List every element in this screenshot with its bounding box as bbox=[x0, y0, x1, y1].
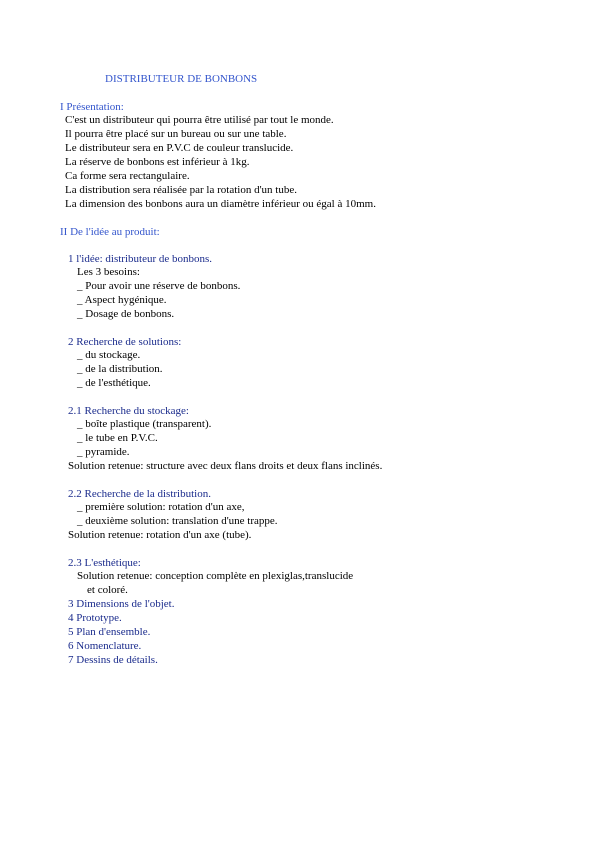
presentation-line: C'est un distributeur qui pourra être utilisé par tout le monde. bbox=[65, 114, 334, 126]
list-item: _ le tube en P.V.C. bbox=[77, 432, 158, 444]
distribution-heading: 2.2 Recherche de la distribution. bbox=[68, 488, 211, 500]
outline-item: 6 Nomenclature. bbox=[68, 640, 142, 652]
outline-item: 7 Dessins de détails. bbox=[68, 654, 158, 666]
presentation-line: La distribution sera réalisée par la rotation d'un tube. bbox=[65, 184, 297, 196]
list-item: _ boîte plastique (transparent). bbox=[77, 418, 212, 430]
aesthetic-solution: Solution retenue: conception complète en plexiglas,translucide bbox=[77, 570, 354, 582]
idea-heading: 1 l'idée: distributeur de bonbons. bbox=[68, 253, 213, 265]
needs-intro: Les 3 besoins: bbox=[77, 266, 140, 278]
storage-solution: Solution retenue: structure avec deux flans droits et deux flans inclinés. bbox=[68, 460, 383, 472]
presentation-line: Le distributeur sera en P.V.C de couleur translucide. bbox=[65, 142, 294, 154]
list-item: _ première solution: rotation d'un axe, bbox=[77, 501, 245, 513]
list-item: _ Pour avoir une réserve de bonbons. bbox=[77, 280, 241, 292]
aesthetic-heading: 2.3 L'esthétique: bbox=[68, 557, 141, 569]
list-item: _ Aspect hygénique. bbox=[77, 294, 167, 306]
list-item: _ de l'esthétique. bbox=[77, 377, 151, 389]
outline-item: 4 Prototype. bbox=[68, 612, 122, 624]
section-1-heading: I Présentation: bbox=[60, 101, 124, 113]
outline-item: 5 Plan d'ensemble. bbox=[68, 626, 151, 638]
presentation-line: Il pourra être placé sur un bureau ou sur une table. bbox=[65, 128, 287, 140]
document-title: DISTRIBUTEUR DE BONBONS bbox=[105, 73, 258, 85]
section-2-heading: II De l'idée au produit: bbox=[60, 226, 160, 238]
list-item: _ de la distribution. bbox=[77, 363, 163, 375]
list-item: _ du stockage. bbox=[77, 349, 141, 361]
outline-item: 3 Dimensions de l'objet. bbox=[68, 598, 175, 610]
list-item: _ deuxième solution: translation d'une trappe. bbox=[77, 515, 278, 527]
presentation-line: Ca forme sera rectangulaire. bbox=[65, 170, 190, 182]
solutions-heading: 2 Recherche de solutions: bbox=[68, 336, 182, 348]
list-item: _ pyramide. bbox=[77, 446, 130, 458]
list-item: _ Dosage de bonbons. bbox=[77, 308, 175, 320]
aesthetic-solution-continued: et coloré. bbox=[87, 584, 128, 596]
distribution-solution: Solution retenue: rotation d'un axe (tube). bbox=[68, 529, 252, 541]
presentation-line: La réserve de bonbons est inférieur à 1kg. bbox=[65, 156, 250, 168]
presentation-line: La dimension des bonbons aura un diamètre inférieur ou égal à 10mm. bbox=[65, 198, 376, 210]
storage-heading: 2.1 Recherche du stockage: bbox=[68, 405, 189, 417]
